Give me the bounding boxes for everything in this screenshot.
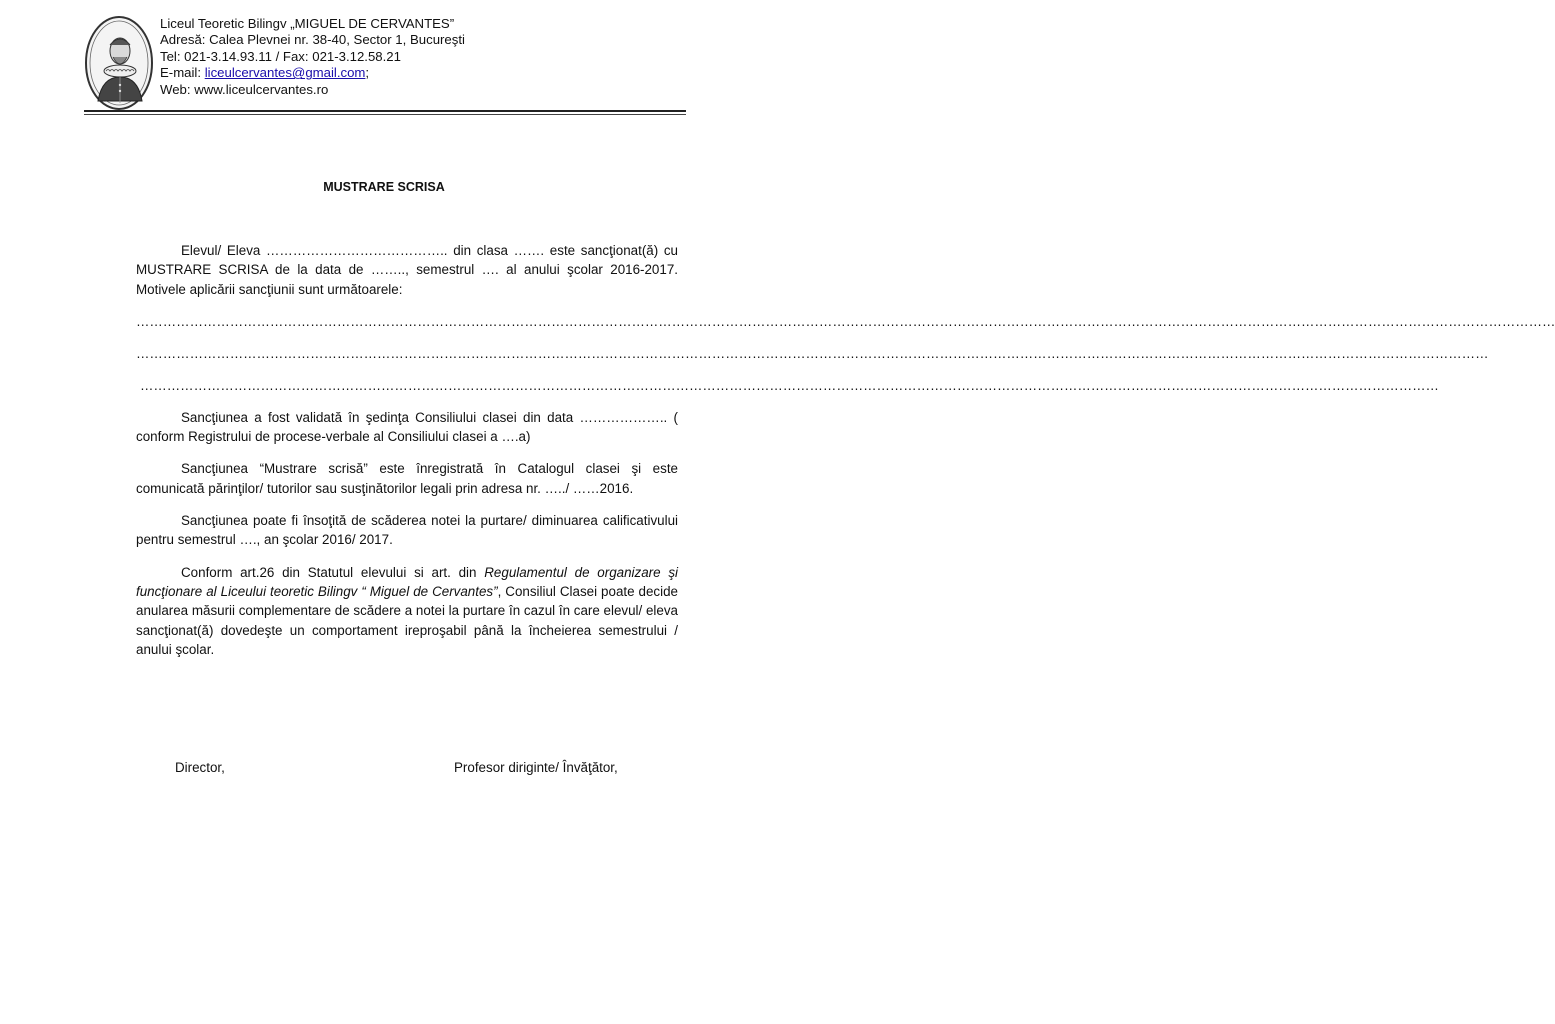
reason-blank-line-1: ………………………………………………………………………………………………………………………………………………………………………………………………………………………………………………………………………………………… [136,313,1555,329]
paragraph-registration: Sancţiunea “Mustrare scrisă” este înregistrată în Catalogul clasei şi este comunicată părinţilor/ tutorilor sau susţinătorilor legali prin adresa nr. …../ ……2016. [136,461,678,496]
school-name: Liceul Teoretic Bilingv „MIGUEL DE CERVANTES” [160,16,455,31]
header-divider-thin [84,114,686,115]
school-phone-fax: Tel: 021-3.14.93.11 / Fax: 021-3.12.58.21 [160,48,401,64]
school-crest-logo [84,15,154,111]
reason-blank-line-3: ………………………………………………………………………………………………………………………………………………………………………………………………………………………………………………………………… [140,377,1439,393]
school-address: Adresă: Calea Plevnei nr. 38-40, Sector 1, Bucureşti [160,32,465,48]
document-body [136,241,1555,672]
header-divider-thick [84,110,686,112]
school-email-line [160,65,465,81]
paragraph-annulment [136,563,678,659]
annulment-text-end: , Consiliul Clasei poate decide anularea măsurii complementare de scădere a notei la purtare în cazul în care elevul/ eleva sancţionat(ă) dovedeşte un comportament ireproşabil până la încheierea semestrului / anului şcolar. [136,583,679,657]
email-suffix: ; [365,65,370,81]
document-title: MUSTRARE SCRISA [323,180,445,194]
paragraph-student-sanction: Elevul/ Eleva ………………………………….. din clasa ……. este sancţionat(ă) cu MUSTRARE SCRISA de la data de …….., semestrul …. al anului şcolar 2016-2017. Motivele aplicării sancţiunii sunt următoarele: [136,243,678,297]
paragraph-grade-reduction: Sancţiunea poate fi însoţită de scăderea notei la purtare/ diminuarea calificativului pentru semestrul …., an şcolar 2016/ 2017. [136,513,678,548]
signature-homeroom-teacher: Profesor diriginte/ Învăţător, [454,760,618,775]
email-link[interactable]: liceulcervantes@gmail.com [204,65,366,81]
letterhead-text [160,16,465,98]
email-label: E-mail: [160,65,205,81]
school-web: Web: www.liceulcervantes.ro [160,81,329,97]
annulment-text-start: Conform art.26 din Statutul elevului si art. din [181,564,485,580]
signature-director: Director, [175,760,225,775]
reason-blank-line-2: …………………………………………………………………………………………………………………………………………………………………………………………………………………………………………………………………………… [136,345,1489,361]
paragraph-validation: Sancţiunea a fost validată în şedinţa Consiliului clasei din data ……………….. ( conform Registrului de procese-verbale al Consiliului clasei a ….a) [136,409,678,445]
letterhead [84,12,686,114]
regulation-title: Regulamentul de organizare şi funcţionare al Liceului teoretic Bilingv “ Miguel de Cervantes” [136,564,678,599]
